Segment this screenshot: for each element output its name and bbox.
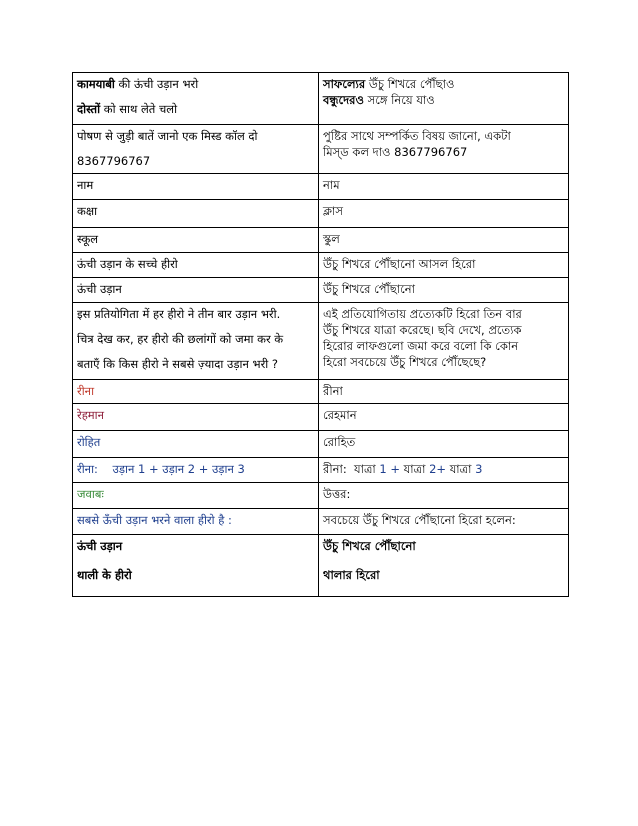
cell-text: উঁচু শিখরে পৌঁছাও xyxy=(365,77,455,91)
formula-part: 2+ xyxy=(429,462,450,476)
label-class: ক্লাস xyxy=(323,204,343,218)
bengali-cell xyxy=(319,380,569,404)
cell-text: ऊंची उड़ान xyxy=(77,282,122,296)
hindi-cell xyxy=(73,483,319,509)
cell-text: মিস্ড কল দাও 8367796767 xyxy=(323,145,468,159)
hindi-cell xyxy=(73,303,319,380)
hindi-cell xyxy=(73,125,319,174)
table-row xyxy=(73,535,569,597)
cell-line xyxy=(323,92,564,108)
bengali-cell xyxy=(319,535,569,597)
table-row xyxy=(73,483,569,509)
hindi-cell xyxy=(73,404,319,431)
formula-part: 3 xyxy=(475,462,483,476)
hindi-cell xyxy=(73,535,319,597)
cell-line xyxy=(77,101,314,117)
hindi-cell xyxy=(73,228,319,253)
instruction-line: चित्र देख कर, हर हीरो की छलांगों को जमा कर के xyxy=(77,332,284,346)
highest-hero-prompt: सबसे ऊँची उड़ान भरने वाला हीरो है : xyxy=(77,513,232,527)
bengali-cell xyxy=(319,253,569,278)
bengali-cell xyxy=(319,228,569,253)
cell-text: সঙ্গে নিয়ে যাও xyxy=(363,93,435,107)
instruction-line: इस प्रतियोगिता में हर हीरो ने तीन बार उड़ान भरी. xyxy=(77,307,281,321)
label-school: স্কুল xyxy=(323,232,340,246)
hindi-cell xyxy=(73,380,319,404)
answer-label: जवाबः xyxy=(77,487,104,501)
bold-word: বন্ধুদেরও xyxy=(323,93,364,107)
table-row xyxy=(73,278,569,303)
bengali-cell xyxy=(319,483,569,509)
formula-part: 1 + xyxy=(379,462,404,476)
hindi-cell xyxy=(73,73,319,125)
instruction-line: এই প্রতিযোগিতায় প্রত্যেকটি হিরো তিন বার xyxy=(323,307,522,321)
footer-subtitle: থালার হিরো xyxy=(323,568,380,582)
sum-formula: रीना: उड़ान 1 + उड़ान 2 + उड़ान 3 xyxy=(77,462,245,476)
instruction-line: बताएँ कि किस हीरो ने सबसे ज़्यादा उड़ान भरी ? xyxy=(77,357,279,371)
label-name: नाम xyxy=(77,178,94,192)
cell-text: উঁচু শিখরে পৌঁছানো xyxy=(323,282,415,296)
hero-name-rehman: রেহমান xyxy=(323,408,357,422)
sum-formula xyxy=(323,462,482,476)
table-row xyxy=(73,431,569,458)
hindi-cell xyxy=(73,458,319,483)
hero-name-rehman: रेहमान xyxy=(77,408,105,422)
footer-title: ऊंची उड़ान xyxy=(77,539,123,553)
label-school: स्कूल xyxy=(77,232,99,246)
cell-text: পুষ্টির সাথে সম্পর্কিত বিষয় জানো, একটা xyxy=(323,129,511,143)
instruction-line: উঁচু শিখরে যাত্রা করেছে। ছবি দেখে, প্রত্যেক xyxy=(323,323,522,337)
bold-word: कामयाबी xyxy=(77,77,115,91)
footer-subtitle: थाली के हीरो xyxy=(77,568,132,582)
cell-text: को साथ लेते चलो xyxy=(100,102,178,116)
cell-line xyxy=(323,76,564,92)
phone-number: 8367796767 xyxy=(77,154,151,168)
hindi-cell xyxy=(73,174,319,200)
hindi-cell xyxy=(73,431,319,458)
instruction-line: হিরো সবচেয়ে উঁচু শিখরে পৌঁছেছে? xyxy=(323,355,487,369)
table-row xyxy=(73,380,569,404)
hero-name-rohit: रोहित xyxy=(77,435,101,449)
formula-part: যাত্রা xyxy=(449,462,476,476)
bengali-cell xyxy=(319,431,569,458)
table-row xyxy=(73,303,569,380)
table-row xyxy=(73,458,569,483)
hindi-cell xyxy=(73,278,319,303)
table-row xyxy=(73,509,569,535)
footer-title: উঁচু শিখরে পৌঁছানো xyxy=(323,539,416,553)
bilingual-table xyxy=(72,72,569,597)
bold-word: সাফল্যের xyxy=(323,77,366,91)
formula-part: যাত্রা xyxy=(403,462,430,476)
hindi-cell xyxy=(73,253,319,278)
bengali-cell xyxy=(319,73,569,125)
bengali-cell xyxy=(319,174,569,200)
hindi-cell xyxy=(73,200,319,228)
bold-word: दोस्तों xyxy=(77,102,101,116)
label-name: নাম xyxy=(323,178,340,192)
table-row xyxy=(73,228,569,253)
table-row xyxy=(73,73,569,125)
label-class: कक्षा xyxy=(77,204,98,218)
bengali-cell xyxy=(319,303,569,380)
bengali-cell xyxy=(319,509,569,535)
hero-name-reena: রীনা xyxy=(323,384,343,398)
bengali-cell xyxy=(319,125,569,174)
cell-text: ऊंची उड़ान के सच्चे हीरो xyxy=(77,257,178,271)
highest-hero-prompt: সবচেয়ে উঁচু শিখরে পৌঁছানো হিরো হলেন: xyxy=(323,513,516,527)
hero-name-reena: रीना xyxy=(77,384,95,398)
bengali-cell xyxy=(319,404,569,431)
cell-text: উঁচু শিখরে পৌঁছানো আসল হিরো xyxy=(323,257,476,271)
bengali-cell xyxy=(319,278,569,303)
table-row xyxy=(73,200,569,228)
cell-text: की ऊंची उड़ान भरो xyxy=(114,77,199,91)
cell-text: पोषण से जुड़ी बातें जानो एक मिस्ड कॉल दो xyxy=(77,129,258,143)
table-row xyxy=(73,253,569,278)
hero-name-rohit: রোহিত xyxy=(323,435,356,449)
cell-line xyxy=(77,76,314,92)
bengali-cell xyxy=(319,458,569,483)
table-row xyxy=(73,174,569,200)
table-row xyxy=(73,125,569,174)
table-row xyxy=(73,404,569,431)
hindi-cell xyxy=(73,509,319,535)
instruction-line: হিরোর লাফগুলো জমা করে বলো কি কোন xyxy=(323,339,519,353)
answer-label: উত্তর: xyxy=(323,487,351,501)
formula-part: রীনা: যাত্রা xyxy=(323,462,380,476)
bengali-cell xyxy=(319,200,569,228)
